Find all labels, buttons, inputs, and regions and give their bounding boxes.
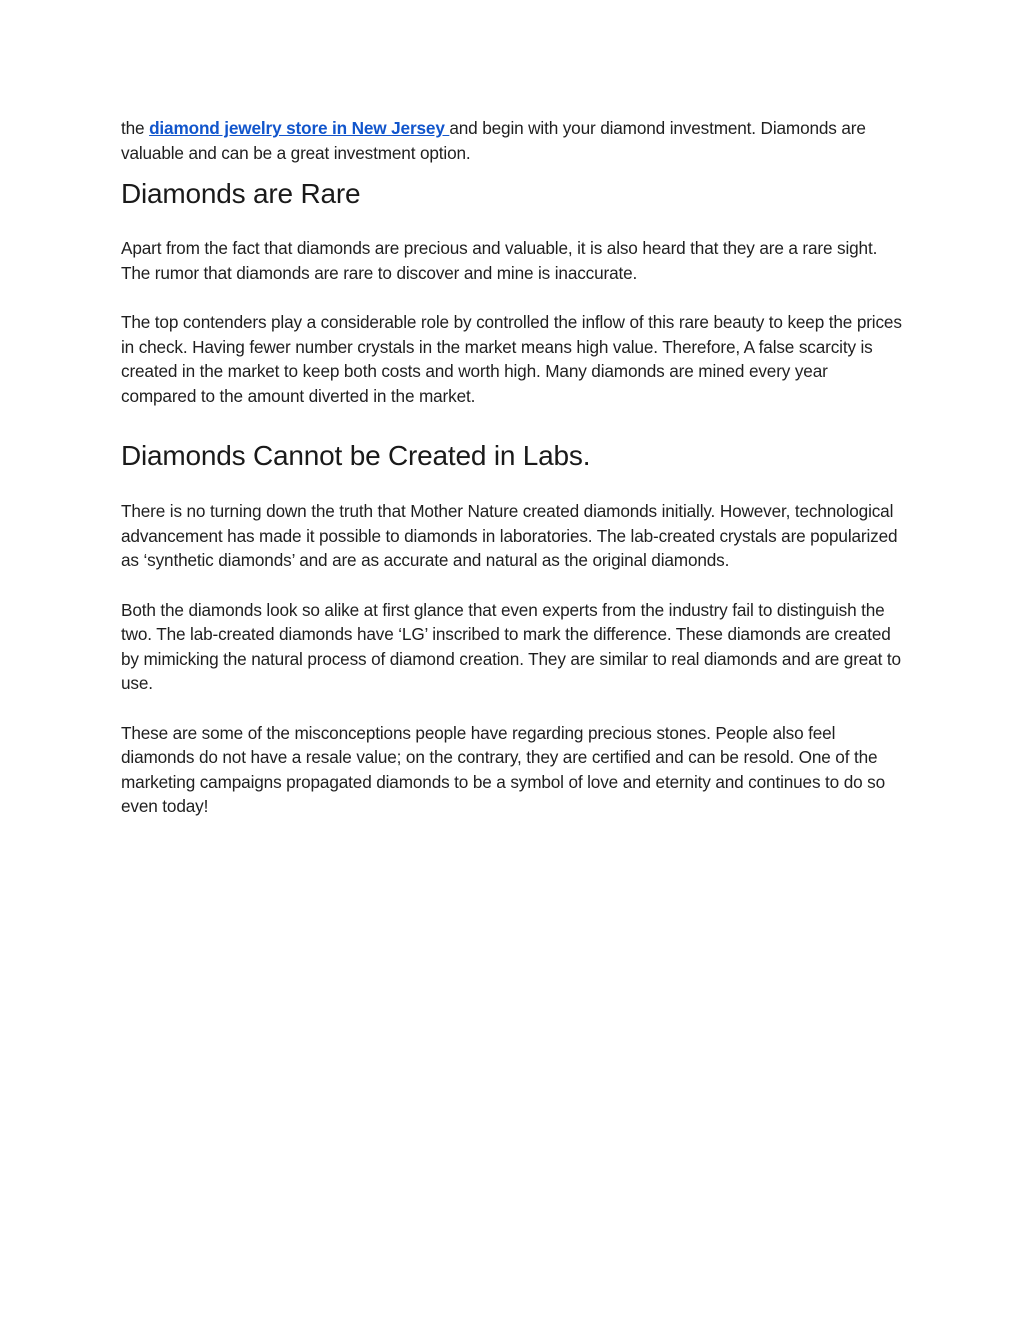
rare-paragraph-1: Apart from the fact that diamonds are precious and valuable, it is also heard that they are a rare sight. The rumor that diamonds are rare to discover and mine is inaccurate. — [121, 238, 878, 283]
labs-paragraph-3: These are some of the misconceptions people have regarding precious stones. People also feel diamonds do not have a resale value; on the contrary, they are certified and can be resold. One of the marketing campaigns propagated diamonds to be a symbol of love and eternity and continues to do so even today! — [121, 722, 885, 816]
rare-paragraph-2: The top contenders play a considerable role by controlled the inflow of this rare beauty to keep the prices in check. Having fewer number crystals in the market means high value. Therefore, A false scarcity is created in the market to keep both costs and worth high. Many diamonds are mined every year compared to the amount diverted in the market. — [121, 312, 902, 406]
labs-paragraph-2: Both the diamonds look so alike at first glance that even experts from the industry fail to distinguish the two. The lab-created diamonds have ‘LG’ inscribed to mark the difference. These diamonds are created by mimicking the natural process of diamond creation. They are similar to real diamonds and are great to use. — [121, 599, 901, 693]
document-page — [121, 116, 903, 819]
intro-text-before-link: the — [121, 118, 150, 138]
heading-diamonds-cannot-be-created-in-labs: Diamonds Cannot be Created in Labs. — [121, 440, 591, 471]
labs-paragraph-1: There is no turning down the truth that Mother Nature created diamonds initially. However, technological advancement has made it possible to diamonds in laboratories. The lab-created crystals are popularized as ‘synthetic diamonds’ and are as accurate and natural as the original diamonds. — [121, 501, 898, 570]
intro-paragraph — [121, 116, 903, 165]
heading-diamonds-are-rare: Diamonds are Rare — [121, 178, 361, 209]
diamond-jewelry-store-link[interactable]: diamond jewelry store in New Jersey — [149, 118, 450, 138]
intro-text-after-link: and begin with your diamond investment. Diamonds are valuable and can be a great investment option. — [121, 118, 866, 163]
